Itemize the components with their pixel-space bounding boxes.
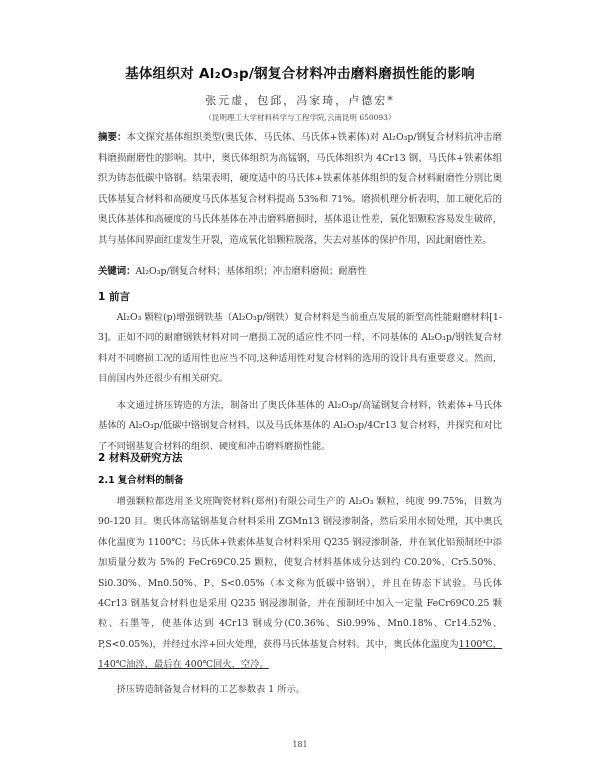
section-2-1-heading: 2.1 复合材料的制备 — [98, 475, 184, 486]
intro-paragraph-2: 本文通过挤压铸造的方法，制备出了奥氏体基体的 Al₂O₃p/高锰钢复合材料，铁素体+马氏体基体的 Al₂O₃p/低碳中铬钢复合材料，以及马氏体基体的 Al₂O₃p/4Cr13 复合材料，并探究和对比了不同钢基复合材料的组织、硬度和冲击磨料磨损性能。 — [98, 400, 502, 452]
keywords-label: 关键词： — [98, 266, 136, 277]
page-number: 181 — [292, 740, 308, 749]
affiliation: （昆明理工大学材料科学与工程学院,云南昆明 650093） — [204, 113, 396, 122]
abstract — [98, 128, 502, 252]
method-paragraph-1 — [98, 492, 502, 676]
keywords-text: Al₂O₃p/钢复合材料；基体组织；冲击磨料磨损；耐磨性 — [135, 266, 367, 277]
method-paragraph-2: 挤压铸造制备复合材料的工艺参数表 1 所示。 — [116, 684, 306, 695]
section-2-heading: 2 材料及研究方法 — [98, 452, 183, 464]
intro-paragraph-1: Al₂O₃ 颗粒(p)增强钢铁基（Al₂O₃p/钢铁）复合材料是当前重点发展的新型高性能耐磨材料[1-3]。正如不同的耐磨钢铁材料对同一磨损工况的适应性不同一样，不同基体的 Al₂O₃p/钢铁复合材料对不同磨损工况的适用性也应当不同,这种适用性对复合材料的选用的设计具有重要意义。然而，目前国内外还很少有相关研究。 — [98, 312, 502, 385]
abstract-label: 摘要： — [98, 132, 127, 143]
abstract-text: 本文探究基体组织类型(奥氏体、马氏体、马氏体+铁素体)对 Al₂O₃p/钢复合材料抗冲击磨料磨损耐磨性的影响。其中，奥氏体组织为高锰钢，马氏体组织为 4Cr13 钢、马氏体+铁素体组织为铸态低碳中铬钢。结果表明，硬度适中的马氏体+铁素体基体组织的复合材料耐磨性分别比奥氏体基复合材料和高硬度马氏体基复合材料提高 53%和 71%。磨损机理分析表明，加工硬化后的奥氏体基体和高硬度的马氏体基体在冲击磨料磨损时，基体退让性差，氧化铝颗粒容易发生破碎，其与基体间界面红虚发生开裂，造成氧化铝颗粒脱落，失去对基体的保护作用，因此耐磨性差。 — [98, 132, 502, 246]
heat-treatment-underlined: 1100℃，140℃油淬，最后在 400℃回火，空冷。 — [98, 638, 503, 671]
method-paragraph-1-text: 增强颗粒都选用圣戈班陶瓷材料(郑州)有限公司生产的 Al₂O₃ 颗粒，纯度 99.75%，目数为 90-120 目。奥氏体高锰钢基复合材料采用 ZGMn13 钢浸渗制备，然后采用水韧处理，其中奥氏体化温度为 1100℃；马氏体+铁素体基复合材料采用 Q235 钢浸渗制备，并在氧化铝预制坯中添加质量分数为 5%的 FeCr69C0.25 颗粒，使复合材料基体成分达到约 C0.20%、Cr5.50%、Si0.30%、Mn0.50%、P、S<0.05%（本文称为低碳中铬钢），并且在铸态下试验。马氏体 4Cr13 钢基复合材料也是采用 Q235 钢浸渗制备，并在预制坯中加入一定量 FeCr69C0.25 颗粒、石墨等，使基体达到 4Cr13 钢成分(C0.36%、Si0.99%、Mn0.18%、Cr14.52%、P,S<0.05%)，并经过水淬+回火处理，获得马氏体基复合材料。其中，奥氏体化温度为 — [98, 496, 502, 650]
section-1-heading: 1 前言 — [98, 291, 130, 303]
keywords — [98, 263, 502, 277]
paper-title: 基体组织对 Al₂O₃p/钢复合材料冲击磨料磨损性能的影响 — [125, 66, 475, 82]
author-list: 张元虚，包邱，冯家琦，卢德宏* — [205, 94, 395, 107]
